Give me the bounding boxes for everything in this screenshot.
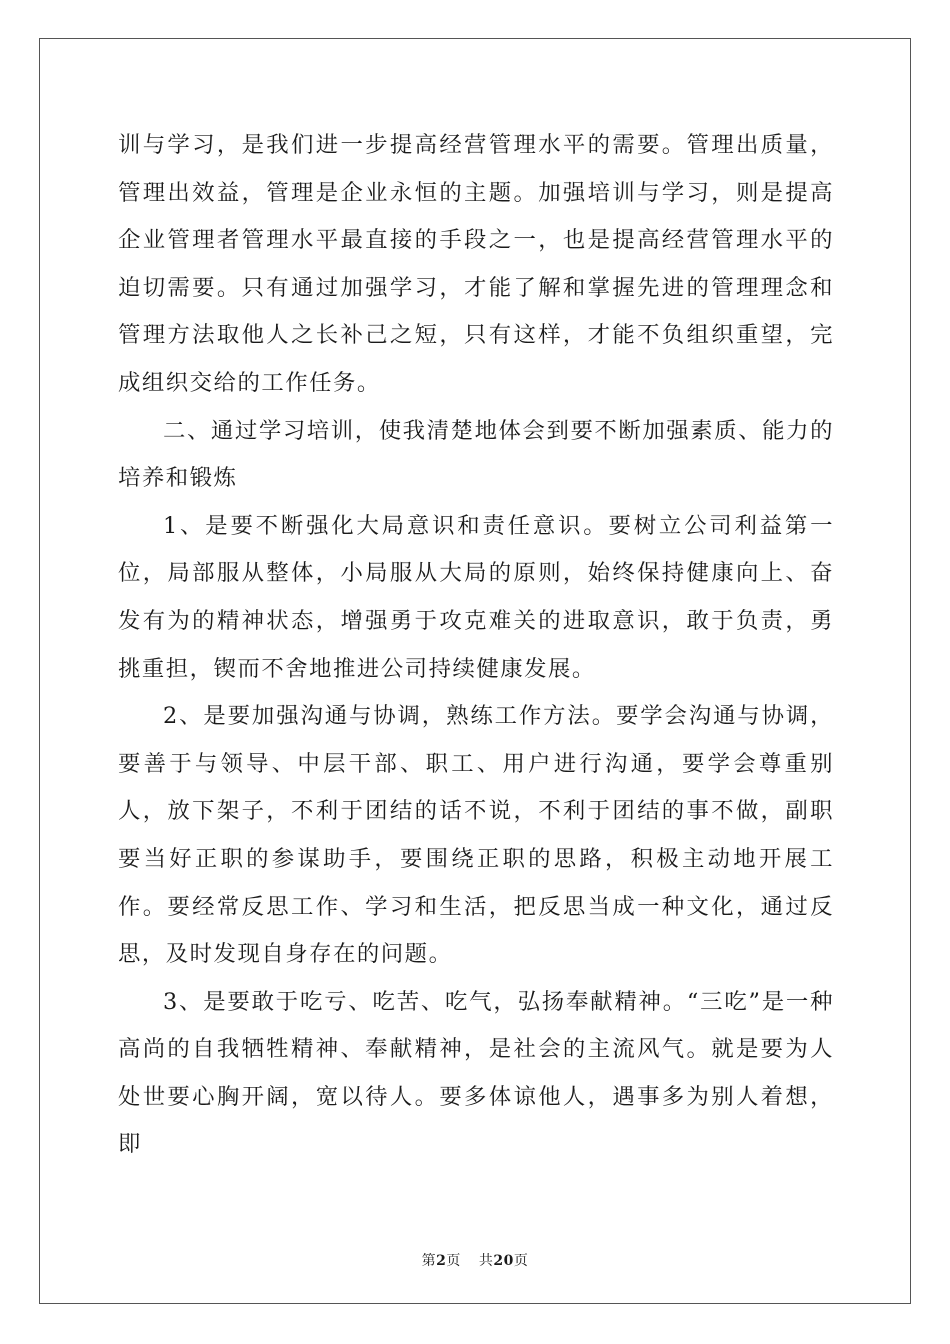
paragraph-2: 二、通过学习培训，使我清楚地体会到要不断加强素质、能力的培养和锻炼 xyxy=(118,417,834,492)
paragraph-5: 3、是要敢于吃亏、吃苦、吃气，弘扬奉献精神。“三吃”是一种高尚的自我牺牲精神、奉献精神，是社会的主流风气。就是要为人处世要心胸开阔，宽以待人。要多体谅他人，遇事多为别人着想，即 xyxy=(118,988,834,1158)
total-suffix: 页 xyxy=(513,1253,529,1269)
page-prefix: 第 xyxy=(421,1253,437,1269)
page-current: 2 xyxy=(436,1253,447,1269)
paragraph-1: 训与学习，是我们进一步提高经营管理水平的需要。管理出质量，管理出效益，管理是企业永恒的主题。加强培训与学习，则是提高企业管理者管理水平最直接的手段之一，也是提高经营管理水平的迫切需要。只有通过加强学习，才能了解和掌握先进的管理理念和管理方法取他人之长补己之短，只有这样，才能不负组织重望，完成组织交给的工作任务。 xyxy=(118,132,834,396)
page-suffix: 页 xyxy=(446,1253,461,1269)
paragraph-4: 2、是要加强沟通与协调，熟练工作方法。要学会沟通与协调，要善于与领导、中层干部、职工、用户进行沟通，要学会尊重别人，放下架子，不利于团结的话不说，不利于团结的事不做，副职要当好正职的参谋助手，要围绕正职的思路，积极主动地开展工作。要经常反思工作、学习和生活，把反思当成一种文化，通过反思，及时发现自身存在的问题。 xyxy=(118,703,834,968)
page-footer xyxy=(0,1250,950,1270)
total-prefix: 共 xyxy=(478,1253,494,1269)
page-total: 20 xyxy=(493,1253,514,1269)
document-body xyxy=(118,122,834,1169)
paragraph-3: 1、是要不断强化大局意识和责任意识。要树立公司利益第一位，局部服从整体，小局服从大局的原则，始终保持健康向上、奋发有为的精神状态，增强勇于攻克难关的进取意识，敢于负责，勇挑重担，锲而不舍地推进公司持续健康发展。 xyxy=(118,512,834,682)
